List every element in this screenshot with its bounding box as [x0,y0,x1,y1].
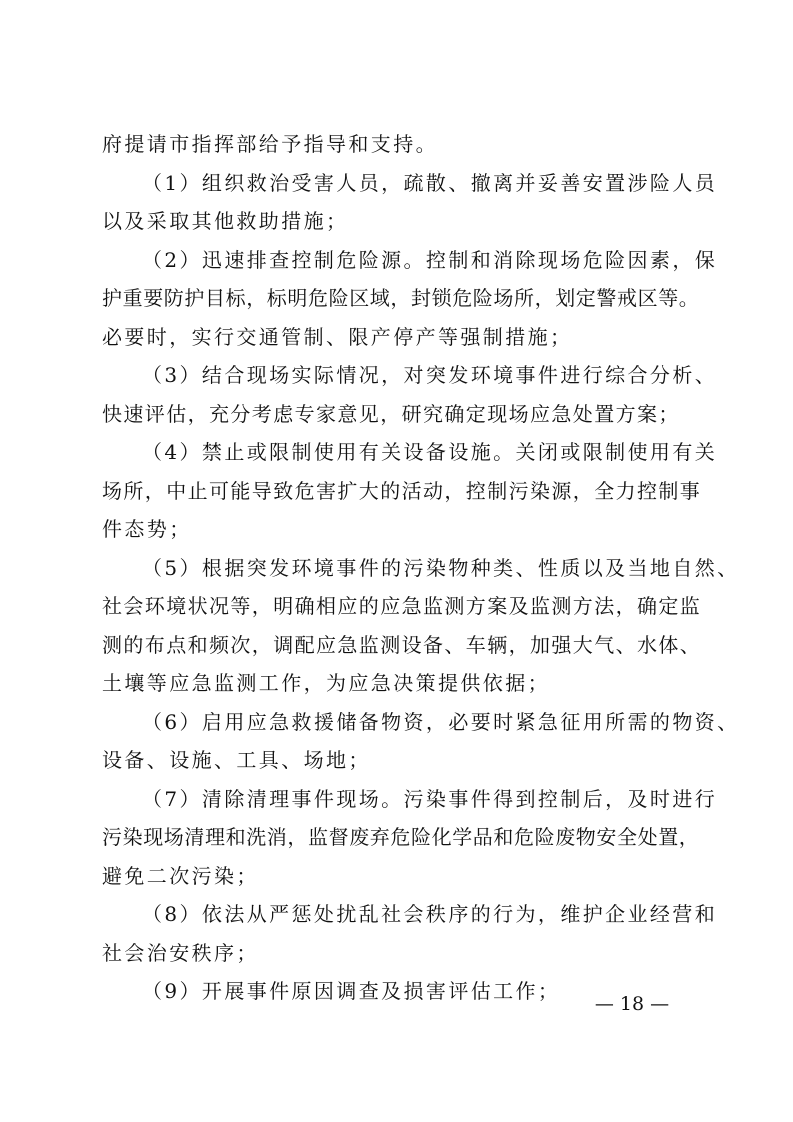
text-line: （7）清除清理事件现场。污染事件得到控制后，及时进行 [142,787,718,811]
text-line: 以及采取其他救助措施； [102,209,349,233]
page-number: — 18 — [594,993,670,1015]
text-line: 设备、设施、工具、场地； [102,748,371,772]
text-line: （1）组织救治受害人员，疏散、撤离并妥善安置涉险人员 [142,171,718,195]
text-line: 社会环境状况等，明确相应的应急监测方案及监测方法，确定监 [102,594,702,618]
text-line: （6）启用应急救援储备物资，必要时紧急征用所需的物资、 [142,710,740,734]
text-line: 测的布点和频次，调配应急监测设备、车辆，加强大气、水体、 [102,633,702,657]
text-line: （3）结合现场实际情况，对突发环境事件进行综合分析、 [142,363,718,387]
text-line: （5）根据突发环境事件的污染物种类、性质以及当地自然、 [142,556,740,580]
text-line: 件态势； [102,517,192,541]
text-line: （2）迅速排查控制危险源。控制和消除现场危险因素，保 [142,248,718,272]
text-line: 场所，中止可能导致危害扩大的活动，控制污染源，全力控制事 [102,479,702,503]
text-line: 府提请市指挥部给予指导和支持。 [102,132,438,156]
text-line: （8）依法从严惩处扰乱社会秩序的行为，维护企业经营和 [142,902,718,926]
text-line: （4）禁止或限制使用有关设备设施。关闭或限制使用有关 [142,440,718,464]
text-line: （9）开展事件原因调查及损害评估工作； [142,979,561,1003]
text-line: 污染现场清理和洗消，监督废弃危险化学品和危险废物安全处置， [102,825,700,849]
text-line: 必要时，实行交通管制、限产停产等强制措施； [102,325,573,349]
text-line: 护重要防护目标，标明危险区域，封锁危险场所，划定警戒区等。 [102,286,700,310]
text-line: 避免二次污染； [102,864,259,888]
text-line: 社会治安秩序； [102,941,259,965]
text-line: 土壤等应急监测工作，为应急决策提供依据； [102,671,550,695]
text-line: 快速评估，充分考虑专家意见，研究确定现场应急处置方案； [102,402,680,426]
